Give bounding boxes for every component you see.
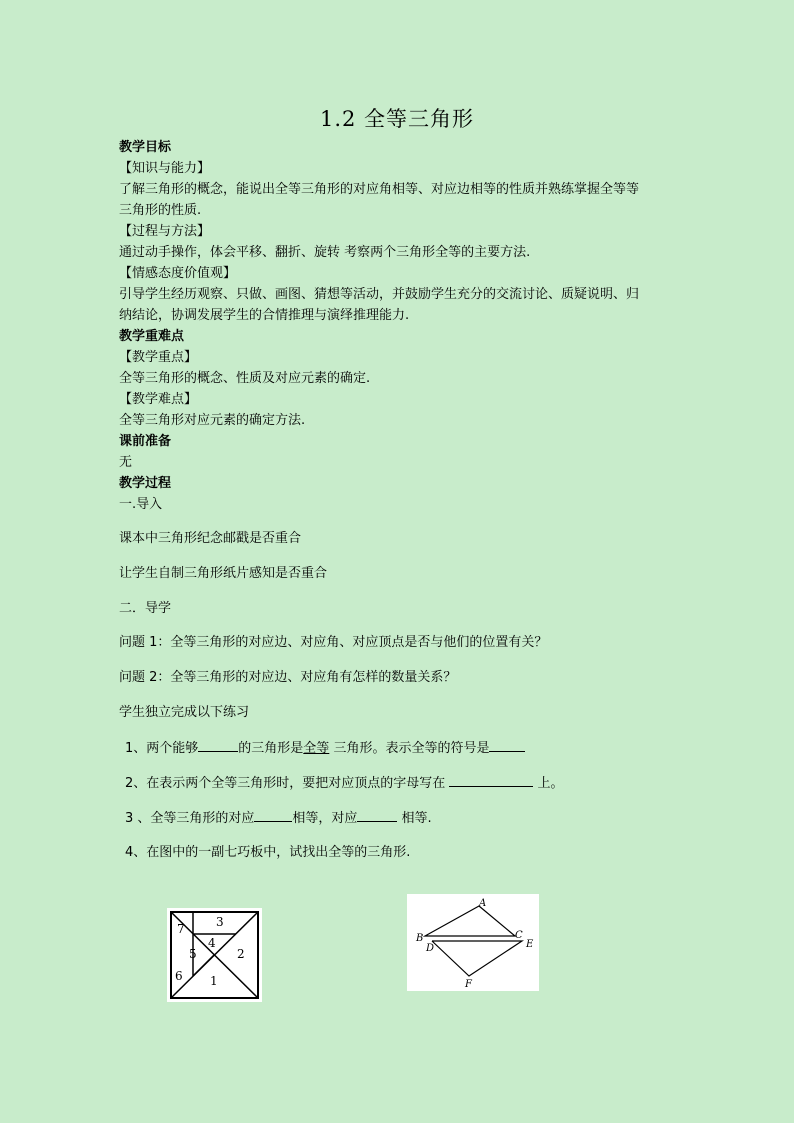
objectives-heading: 教学目标 (119, 140, 172, 155)
preparation-heading: 课前准备 (119, 434, 172, 449)
tangram-label-7: 7 (177, 922, 185, 936)
exercise-1-underlined-word: 全等 (303, 741, 330, 756)
knowledge-text-line2: 三角形的性质. (119, 203, 202, 218)
tangram-label-3: 3 (216, 915, 224, 929)
focus-heading: 【教学重点】 (119, 350, 198, 365)
exercise-1-blank-1 (198, 739, 238, 752)
exercise-3-part-a: 3 、全等三角形的对应 (125, 811, 255, 826)
exercise-1-part-b: 的三角形是 (238, 741, 304, 756)
intro-heading: 一.导入 (119, 497, 163, 512)
exercise-2-part-a: 2、在表示两个全等三角形时，要把对应顶点的字母写在 (125, 776, 450, 791)
process-method-heading: 【过程与方法】 (119, 224, 211, 239)
exercise-2-blank (449, 774, 533, 787)
vertex-label-e: E (526, 939, 534, 950)
knowledge-text-line1: 了解三角形的概念，能说出全等三角形的对应角相等、对应边相等的性质并熟练掌握全等等 (119, 182, 640, 197)
focus-text: 全等三角形的概念、性质及对应元素的确定. (119, 371, 371, 386)
tangram-figure (167, 908, 262, 1002)
intro-paragraph-1: 课本中三角形纪念邮戳是否重合 (119, 531, 302, 546)
vertex-label-c: C (515, 930, 523, 941)
difficulty-heading: 【教学难点】 (119, 392, 198, 407)
tangram-label-6: 6 (175, 969, 183, 983)
tangram-label-1: 1 (210, 974, 218, 988)
exercise-intro: 学生独立完成以下练习 (119, 705, 250, 720)
vertex-label-d: D (426, 943, 435, 954)
teaching-process-heading: 教学过程 (119, 476, 172, 491)
attitude-text-line1: 引导学生经历观察、只做、画图、猜想等活动，并鼓励学生充分的交流讨论、质疑说明、归 (119, 287, 640, 302)
knowledge-heading: 【知识与能力】 (119, 161, 211, 176)
exercise-3-blank-2 (357, 809, 397, 822)
exercise-1-part-a: 1、两个能够 (125, 741, 199, 756)
page-title: 1.2 全等三角形 (319, 107, 475, 131)
question-2: 问题 2：全等三角形的对应边、对应角有怎样的数量关系？ (119, 670, 457, 685)
guide-heading: 二．导学 (119, 601, 172, 616)
attitude-heading: 【情感态度价值观】 (119, 266, 237, 281)
congruent-triangles-figure (407, 894, 539, 991)
vertex-label-a: A (479, 898, 487, 909)
process-method-text: 通过动手操作，体会平移、翻折、旋转 考察两个三角形全等的主要方法. (119, 245, 531, 260)
exercise-3 (125, 809, 432, 828)
exercise-3-part-c: 相等. (397, 811, 432, 826)
difficulty-text: 全等三角形对应元素的确定方法. (119, 413, 306, 428)
exercise-1 (125, 739, 525, 758)
exercise-4: 4、在图中的一副七巧板中，试找出全等的三角形. (125, 845, 411, 860)
tangram-label-4: 4 (208, 936, 216, 950)
vertex-label-b: B (416, 933, 424, 944)
tangram-label-2: 2 (237, 947, 245, 961)
tangram-label-5: 5 (189, 947, 197, 961)
preparation-text: 无 (119, 455, 133, 470)
exercise-1-part-d: 三角形。表示全等的符号是 (329, 741, 490, 756)
attitude-text-line2: 纳结论，协调发展学生的合情推理与演绎推理能力. (119, 308, 410, 323)
exercise-2 (125, 774, 564, 793)
exercise-3-part-b: 相等，对应 (292, 811, 358, 826)
key-points-heading: 教学重难点 (119, 329, 185, 344)
vertex-label-f: F (465, 979, 472, 990)
exercise-1-blank-2 (489, 739, 525, 752)
exercise-2-part-b: 上。 (533, 776, 564, 791)
question-1: 问题 1：全等三角形的对应边、对应角、对应顶点是否与他们的位置有关？ (119, 635, 548, 650)
intro-paragraph-2: 让学生自制三角形纸片感知是否重合 (119, 566, 328, 581)
exercise-3-blank-1 (254, 809, 292, 822)
